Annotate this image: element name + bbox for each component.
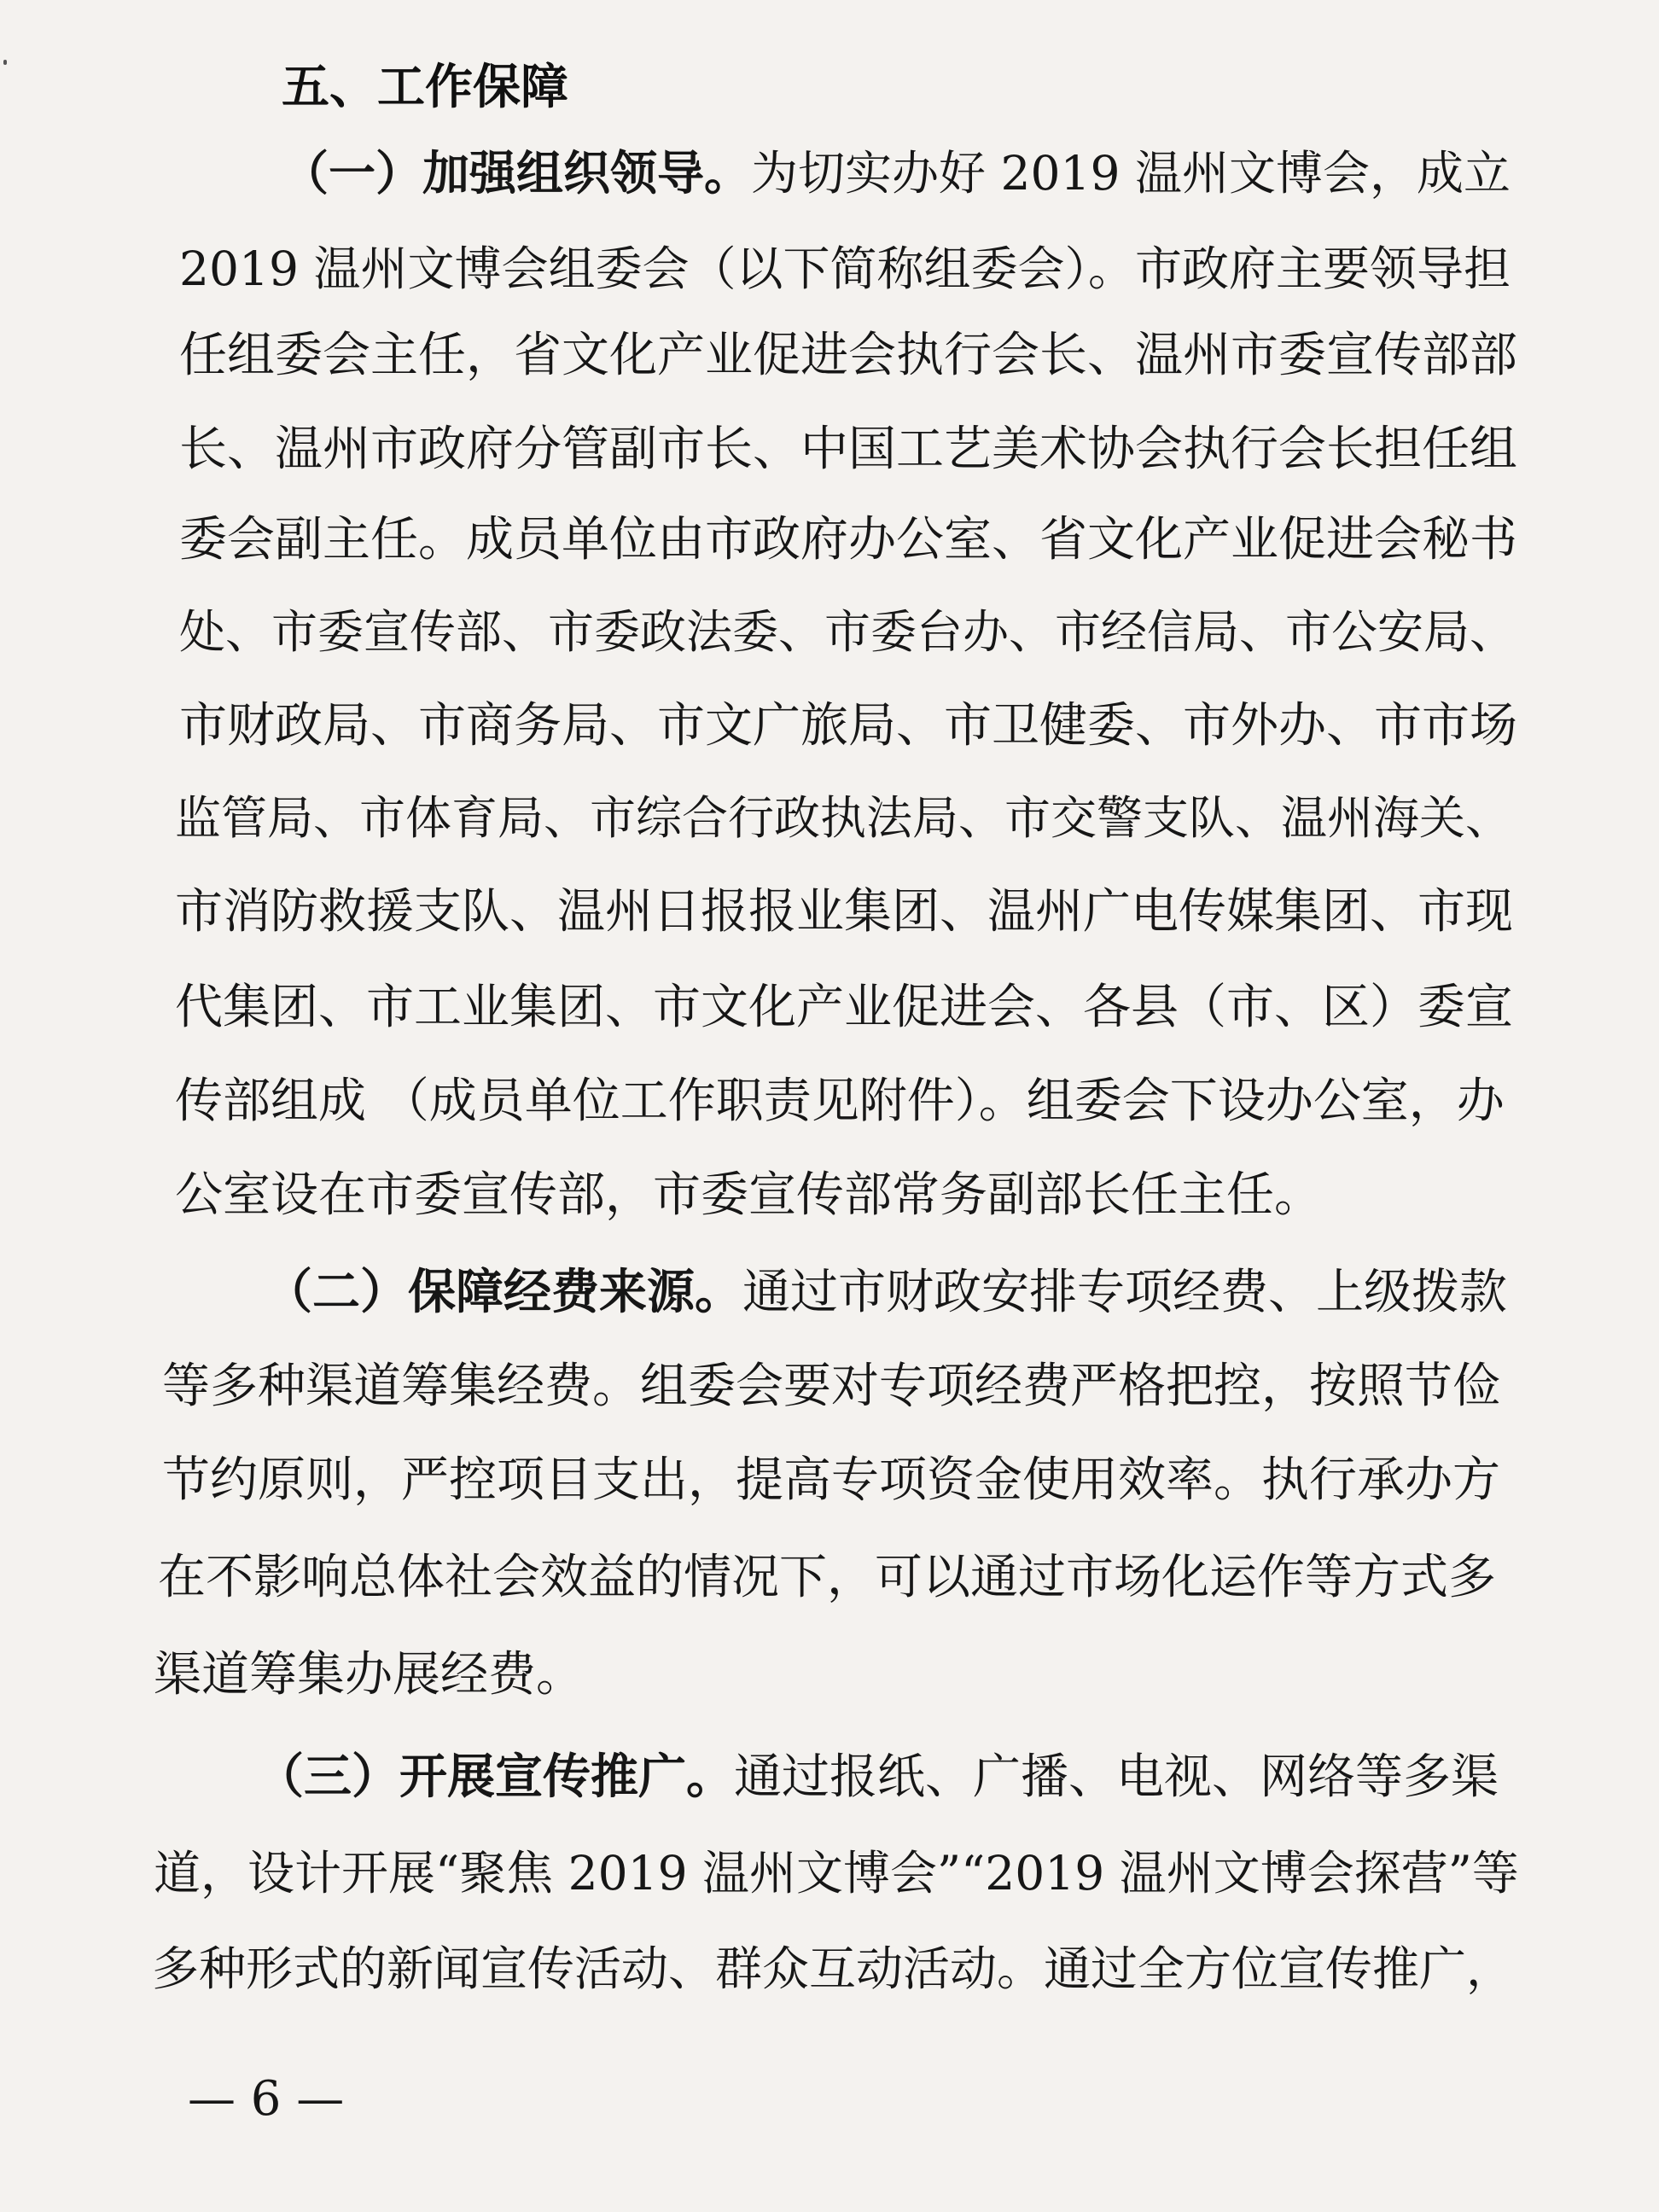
- paragraph-1-line-6: 处、市委宣传部、市委政法委、市委台办、市经信局、市公安局、: [179, 605, 1516, 659]
- section-heading: 五、工作保障: [282, 60, 568, 115]
- paragraph-1-line-1: [282, 143, 1511, 203]
- paragraph-1-line-8: 监管局、市体育局、市综合行政执法局、市交警支队、温州海关、: [175, 791, 1511, 845]
- paragraph-1-line-5: 委会副主任。成员单位由市政府办公室、省文化产业促进会秘书: [179, 512, 1517, 568]
- paragraph-1-line-2: 2019 温州文博会组委会（以下简称组委会）。市政府主要领导担: [179, 242, 1511, 296]
- paragraph-2-line-3: 节约原则，严控项目支出，提高专项资金使用效率。执行承办方: [162, 1452, 1500, 1508]
- paragraph-1-bold-lead: （一）加强组织领导。: [282, 146, 752, 201]
- paragraph-2-text: 通过市财政安排专项经费、上级拨款: [742, 1265, 1507, 1320]
- paragraph-1-line-4: 长、温州市政府分管副市长、中国工艺美术协会执行会长担任组: [179, 422, 1517, 477]
- page-number: — 6 —: [188, 2071, 345, 2127]
- paragraph-1-line-9: 市消防救援支队、温州日报报业集团、温州广电传媒集团、市现: [175, 884, 1513, 940]
- paragraph-3-line-1: [256, 1748, 1499, 1807]
- paragraph-1-line-3: 任组委会主任，省文化产业促进会执行会长、温州市委宣传部部: [179, 328, 1517, 383]
- paragraph-1-line-10: 代集团、市工业集团、市文化产业促进会、各县（市、区）委宣: [175, 980, 1513, 1035]
- paragraph-2-bold-lead: （二）保障经费来源。: [265, 1265, 742, 1320]
- paragraph-3-bold-lead: （三）开展宣传推广。: [256, 1749, 734, 1805]
- paragraph-2-line-5: 渠道筹集办展经费。: [154, 1647, 584, 1703]
- paragraph-2-line-1: [265, 1263, 1507, 1323]
- paragraph-3-line-3: 多种形式的新闻宣传活动、群众互动活动。通过全方位宣传推广，: [152, 1941, 1514, 1996]
- paragraph-1-line-12: 公室设在市委宣传部，市委宣传部常务副部长任主任。: [175, 1167, 1322, 1223]
- paragraph-1-text: 为切实办好 2019 温州文博会，成立: [751, 146, 1511, 201]
- paragraph-2-line-4: 在不影响总体社会效益的情况下，可以通过市场化运作等方式多: [158, 1550, 1496, 1605]
- scan-speck: [3, 60, 7, 65]
- paragraph-2-line-2: 等多种渠道筹集经费。组委会要对专项经费严格把控，按照节俭: [162, 1359, 1500, 1414]
- paragraph-3-line-2: 道，设计开展“聚焦 2019 温州文博会”“2019 温州文博会探营”等: [154, 1846, 1519, 1901]
- paragraph-3-text: 通过报纸、广播、电视、网络等多渠: [734, 1749, 1499, 1805]
- paragraph-1-line-11: 传部组成 （成员单位工作职责见附件）。组委会下设办公室，办: [175, 1074, 1505, 1129]
- paragraph-1-line-7: 市财政局、市商务局、市文广旅局、市卫健委、市外办、市市场: [179, 698, 1517, 754]
